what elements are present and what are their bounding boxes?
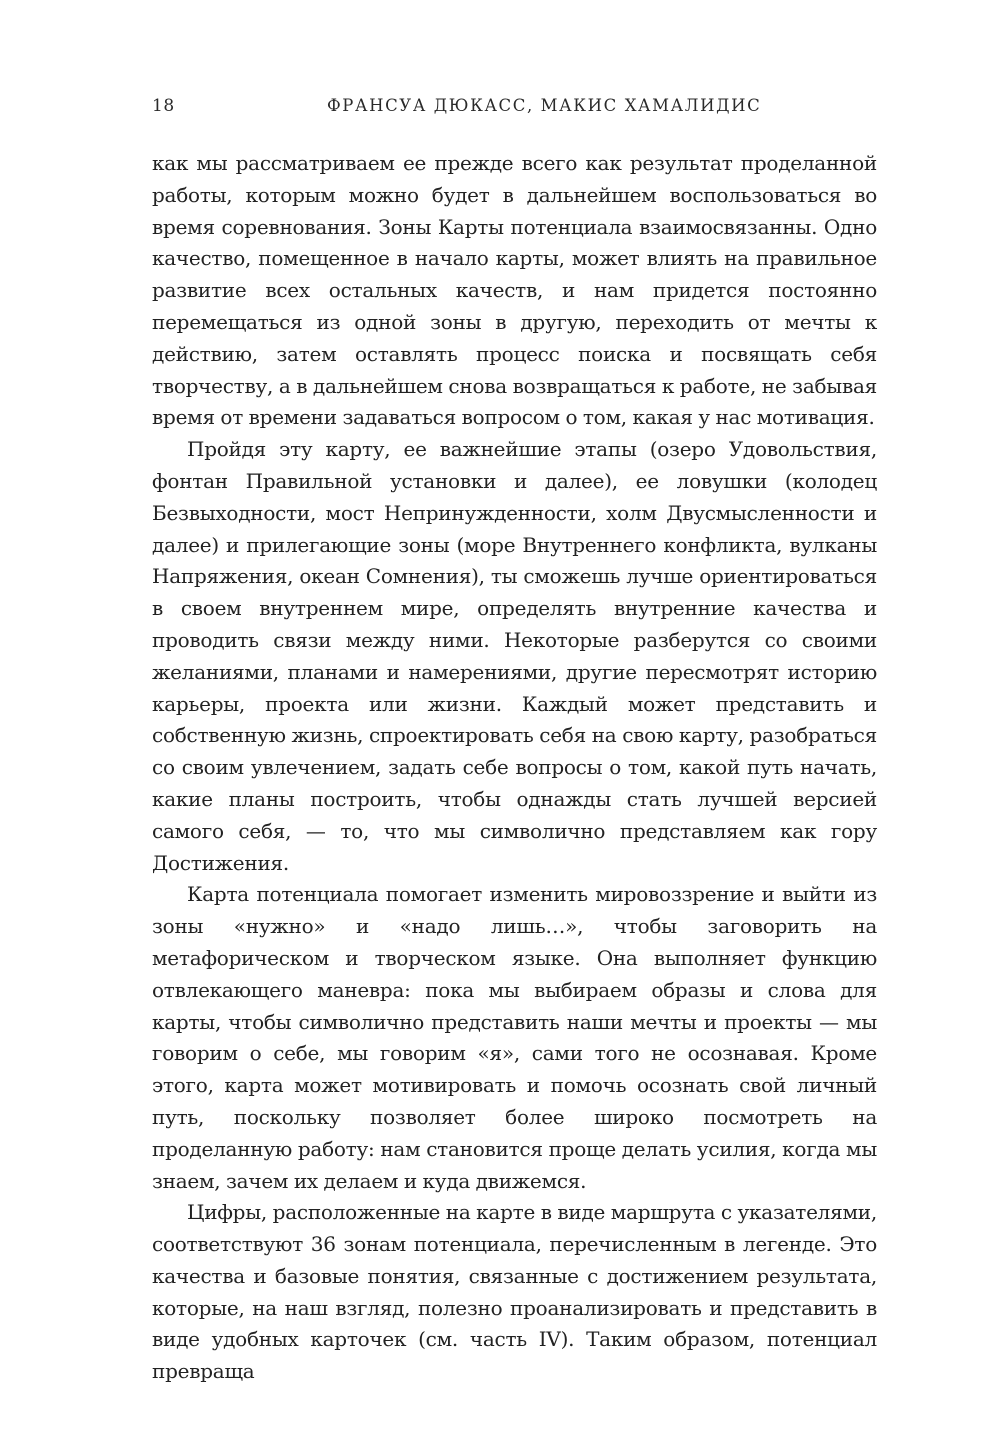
running-head	[152, 96, 852, 122]
book-authors: ФРАНСУА ДЮКАСС, МАКИС ХАМАЛИДИС	[327, 96, 762, 115]
body-text	[152, 148, 877, 1388]
paragraph-2: Пройдя эту карту, ее важнейшие этапы (озеро Удовольствия, фонтан Правильной установки и далее), ее ловушки (колодец Безвыходности, мост Непринужденности, холм Двусмысленности и далее) и прилегающие зоны (море Внутреннего конфликта, вулканы Напряжения, океан Сомнения), ты сможешь лучше ориентироваться в своем внутреннем мире, определять внутренние качества и проводить связи между ними. Некоторые разберутся со своими желаниями, планами и намерениями, другие пересмотрят историю карьеры, проекта или жизни. Каждый может представить и собственную жизнь, спроектировать себя на свою карту, разобраться со своим увлечением, задать себе вопросы о том, какой путь начать, какие планы построить, чтобы однажды стать лучшей версией самого себя, — то, что мы символично представляем как гору Достижения.	[152, 437, 877, 875]
page-number: 18	[152, 96, 175, 116]
paragraph-1: как мы рассматриваем ее прежде всего как результат проделанной работы, которым можно будет в дальнейшем воспользоваться во время соревнования. Зоны Карты потенциала взаимосвязанны. Одно качество, помещенное в начало карты, может влиять на правильное развитие всех остальных качеств, и нам придется постоянно перемещаться из одной зоны в другую, переходить от мечты к действию, затем оставлять процесс поиска и посвящать себя творчеству, а в дальнейшем снова возвращаться к работе, не забывая время от времени задаваться вопросом о том, какая у нас мотивация.	[152, 151, 877, 430]
paragraph-3: Карта потенциала помогает изменить мировоззрение и выйти из зоны «нужно» и «надо лишь…», чтобы заговорить на метафорическом и творческом языке. Она выполняет функцию отвлекающего маневра: пока мы выбираем образы и слова для карты, чтобы символично представить наши мечты и проекты — мы говорим о себе, мы говорим «я», сами того не осознавая. Кроме этого, карта может мотивировать и помочь осознать свой личный путь, поскольку позволяет более широко посмотреть на проделанную работу: нам становится проще делать усилия, когда мы знаем, зачем их делаем и куда движемся.	[152, 882, 877, 1193]
paragraph-4: Цифры, расположенные на карте в виде маршрута с указателями, соответствуют 36 зонам потенциала, перечисленным в легенде. Это качества и базовые понятия, связанные с достижением результата, которые, на наш взгляд, полезно проанализировать и представить в виде удобных карточек (см. часть IV). Таким образом, потенциал превраща	[152, 1200, 877, 1384]
